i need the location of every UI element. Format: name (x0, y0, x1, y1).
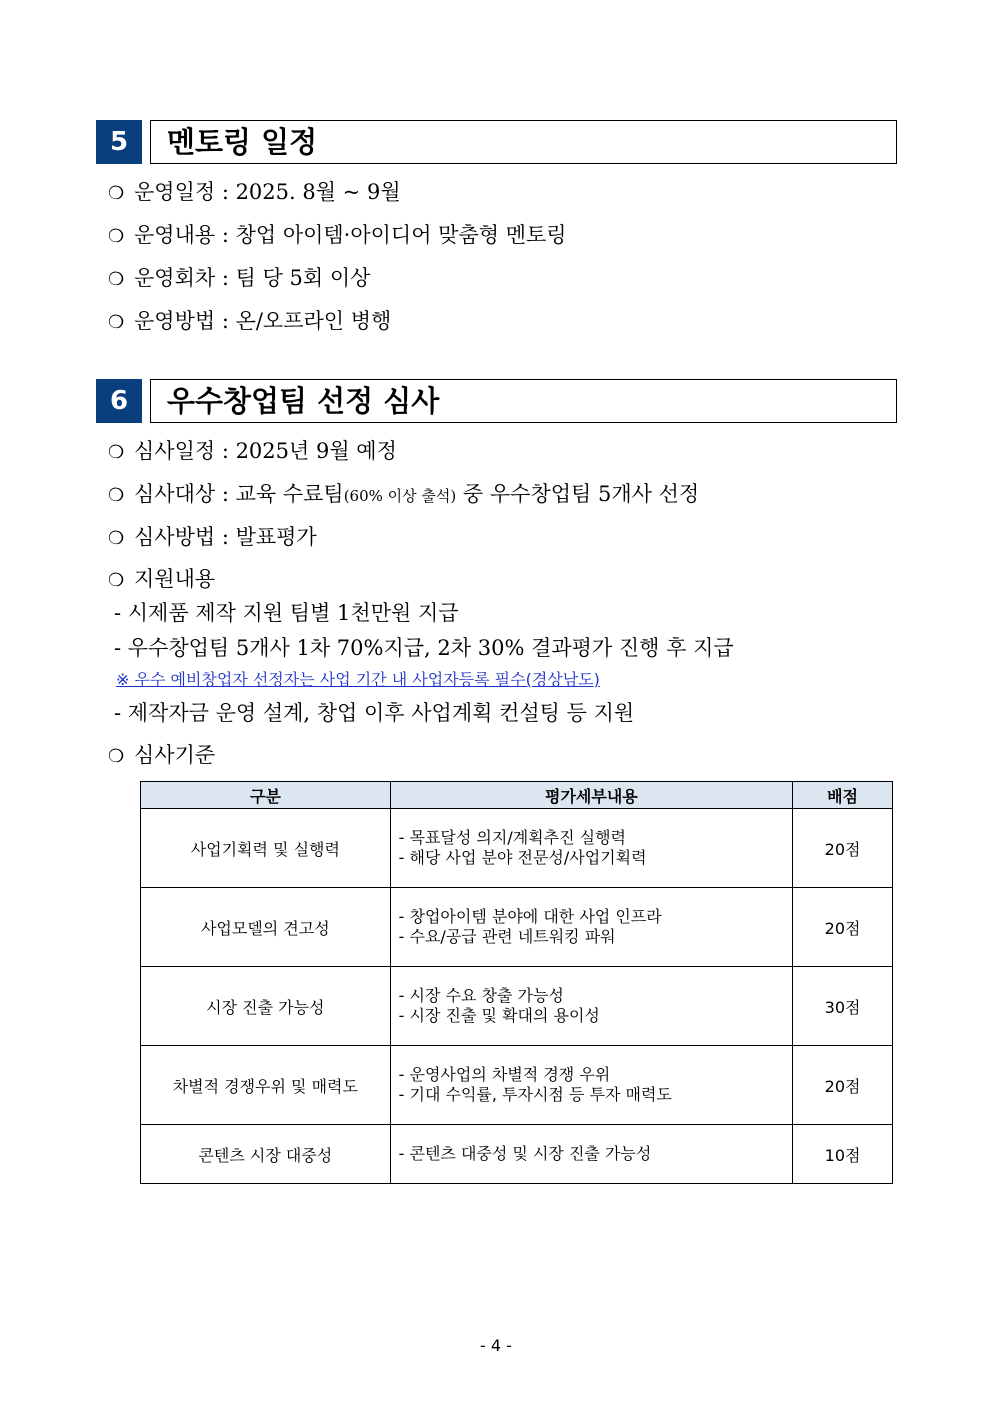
detail-cell: - 시장 수요 창출 가능성 - 시장 진출 및 확대의 용이성 (390, 967, 792, 1046)
score-cell: 20점 (793, 809, 893, 888)
circle-bullet-icon: ❍ (108, 183, 125, 204)
registration-note: ※ 우수 예비창업자 선정자는 사업 기간 내 사업자등록 필수(경상남도) (116, 670, 600, 689)
attendance-note: (60% 이상 출석) (343, 487, 457, 505)
detail-cell: - 운영사업의 차별적 경쟁 우위 - 기대 수익률, 투자시점 등 투자 매력도 (390, 1046, 792, 1125)
circle-bullet-icon: ❍ (108, 570, 125, 591)
category-cell: 사업모델의 견고성 (141, 888, 391, 967)
score-cell: 20점 (793, 1046, 893, 1125)
list-item: ❍ 심사일정 : 2025년 9월 예정 (108, 439, 397, 463)
header-category: 구분 (141, 782, 391, 809)
section-5-header (96, 120, 897, 164)
section-6-header (96, 379, 897, 423)
list-item: ❍ 운영방법 : 온/오프라인 병행 (108, 309, 392, 333)
circle-bullet-icon: ❍ (108, 226, 125, 247)
table-row (141, 967, 893, 1046)
circle-bullet-icon: ❍ (108, 442, 125, 463)
support-item: - 우수창업팀 5개사 1차 70%지급, 2차 30% 결과평가 진행 후 지급 (114, 636, 734, 660)
score-cell: 30점 (793, 967, 893, 1046)
page-number: - 4 - (480, 1336, 512, 1355)
detail-cell: - 콘텐츠 대중성 및 시장 진출 가능성 (390, 1125, 792, 1184)
category-cell: 콘텐츠 시장 대중성 (141, 1125, 391, 1184)
category-cell: 차별적 경쟁우위 및 매력도 (141, 1046, 391, 1125)
table-header-row (141, 782, 893, 809)
table-row (141, 809, 893, 888)
section-title: 우수창업팀 선정 심사 (150, 379, 897, 423)
list-item: ❍ 심사방법 : 발표평가 (108, 525, 317, 549)
section-title: 멘토링 일정 (150, 120, 897, 164)
score-cell: 20점 (793, 888, 893, 967)
list-item: ❍ 운영일정 : 2025. 8월 ~ 9월 (108, 180, 401, 204)
list-item: ❍ 심사대상 : 교육 수료팀(60% 이상 출석) 중 우수창업팀 5개사 선정 (108, 482, 700, 506)
score-cell: 10점 (793, 1125, 893, 1184)
circle-bullet-icon: ❍ (108, 746, 125, 767)
category-cell: 시장 진출 가능성 (141, 967, 391, 1046)
header-details: 평가세부내용 (390, 782, 792, 809)
support-item: - 시제품 제작 지원 팀별 1천만원 지급 (114, 601, 459, 625)
table-row (141, 1125, 893, 1184)
criteria-table (140, 781, 893, 1184)
circle-bullet-icon: ❍ (108, 528, 125, 549)
category-cell: 사업기획력 및 실행력 (141, 809, 391, 888)
circle-bullet-icon: ❍ (108, 269, 125, 290)
list-item: ❍ 심사기준 (108, 743, 216, 767)
table-row (141, 1046, 893, 1125)
support-item: - 제작자금 운영 설계, 창업 이후 사업계획 컨설팅 등 지원 (114, 701, 635, 725)
list-item: ❍ 운영회차 : 팀 당 5회 이상 (108, 266, 371, 290)
list-item: ❍ 지원내용 (108, 567, 216, 591)
section-number: 5 (96, 120, 142, 164)
list-item: ❍ 운영내용 : 창업 아이템·아이디어 맞춤형 멘토링 (108, 223, 567, 247)
header-score: 배점 (793, 782, 893, 809)
detail-cell: - 목표달성 의지/계획추진 실행력 - 해당 사업 분야 전문성/사업기획력 (390, 809, 792, 888)
circle-bullet-icon: ❍ (108, 485, 125, 506)
detail-cell: - 창업아이템 분야에 대한 사업 인프라 - 수요/공급 관련 네트워킹 파워 (390, 888, 792, 967)
section-number: 6 (96, 379, 142, 423)
table-row (141, 888, 893, 967)
circle-bullet-icon: ❍ (108, 312, 125, 333)
